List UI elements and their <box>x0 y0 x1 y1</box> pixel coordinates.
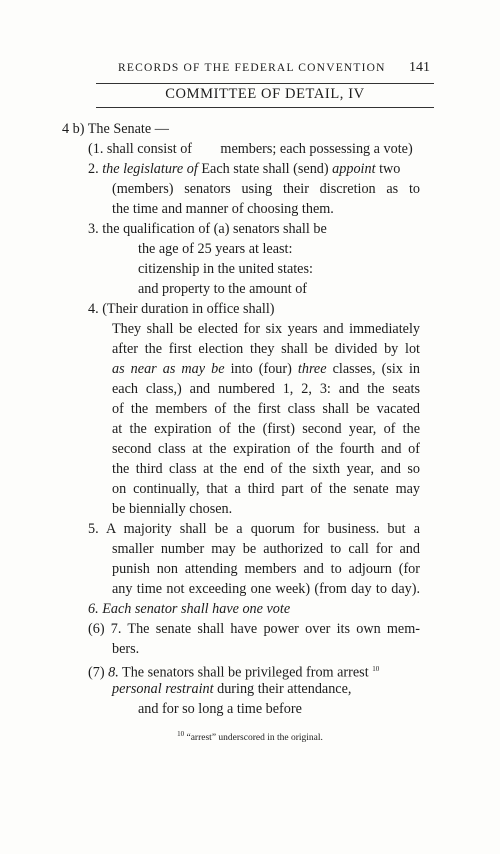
text-line: citizenship in the united states: <box>138 261 313 277</box>
running-title: RECORDS OF THE FEDERAL CONVENTION <box>118 62 386 74</box>
text-line: the time and manner of choosing them. <box>112 201 334 217</box>
text-line: of the members of the first class shall be vacated <box>112 401 420 417</box>
text-line: as near as may be into (four) three classes, (six in <box>112 361 420 377</box>
text-line: and property to the amount of <box>138 281 308 297</box>
text-line: bers. <box>112 641 140 657</box>
text-line: 2. the legislature of Each state shall (send) appoint two <box>88 161 401 177</box>
text-line: after the first election they shall be divided by lot <box>112 341 420 357</box>
text-line: any time not exceeding one week) (from day to day). <box>112 581 420 597</box>
text-line: 4. (Their duration in office shall) <box>88 301 275 317</box>
text-line: 6. Each senator shall have one vote <box>88 601 291 617</box>
text-line: each class,) and numbered 1, 2, 3: and the seats <box>112 381 420 397</box>
text-line: (7) 8. The senators shall be privileged from arrest $^{10}$ <box>88 664 380 681</box>
text-line: (members) senators using their discretion as to <box>112 181 420 197</box>
text-line: at the expiration of the (first) second year, of the <box>112 421 420 437</box>
page-number: 141 <box>409 60 430 75</box>
text-line: 4 b) The Senate — <box>62 121 169 137</box>
text-line: on continually, that a third part of the senate may <box>112 481 420 497</box>
text-line: the age of 25 years at least: <box>138 241 293 257</box>
text-line: 5. A majority shall be a quorum for business. but a <box>88 521 420 537</box>
footnote-marker: 10 <box>177 730 185 738</box>
text-line: (1. shall consist of members; each possessing a vote) <box>88 141 413 157</box>
text-line: They shall be elected for six years and immediately <box>112 321 420 337</box>
footnote-reference: 10 <box>372 665 380 673</box>
text-line: and for so long a time before <box>138 701 302 717</box>
text-line: the third class at the end of the sixth year, and so <box>112 461 420 477</box>
section-rule <box>96 107 434 108</box>
text-line: personal restraint during their attendance, <box>112 681 352 697</box>
text-line: be biennially chosen. <box>112 501 233 517</box>
text-line: 3. the qualification of (a) senators shall be <box>88 221 327 237</box>
section-title: COMMITTEE OF DETAIL, IV <box>165 86 365 102</box>
text-line: smaller number may be authorized to call for and <box>112 541 420 557</box>
footnote-text: “arrest” underscored in the original. <box>184 733 323 744</box>
footnote <box>0 730 500 743</box>
text-line: punish non attending members and to adjourn (for <box>112 561 420 577</box>
text-line: (6) 7. The senate shall have power over its own mem- <box>88 621 420 637</box>
header-rule <box>96 83 434 84</box>
text-line: second class at the expiration of the fourth and of <box>112 441 420 457</box>
